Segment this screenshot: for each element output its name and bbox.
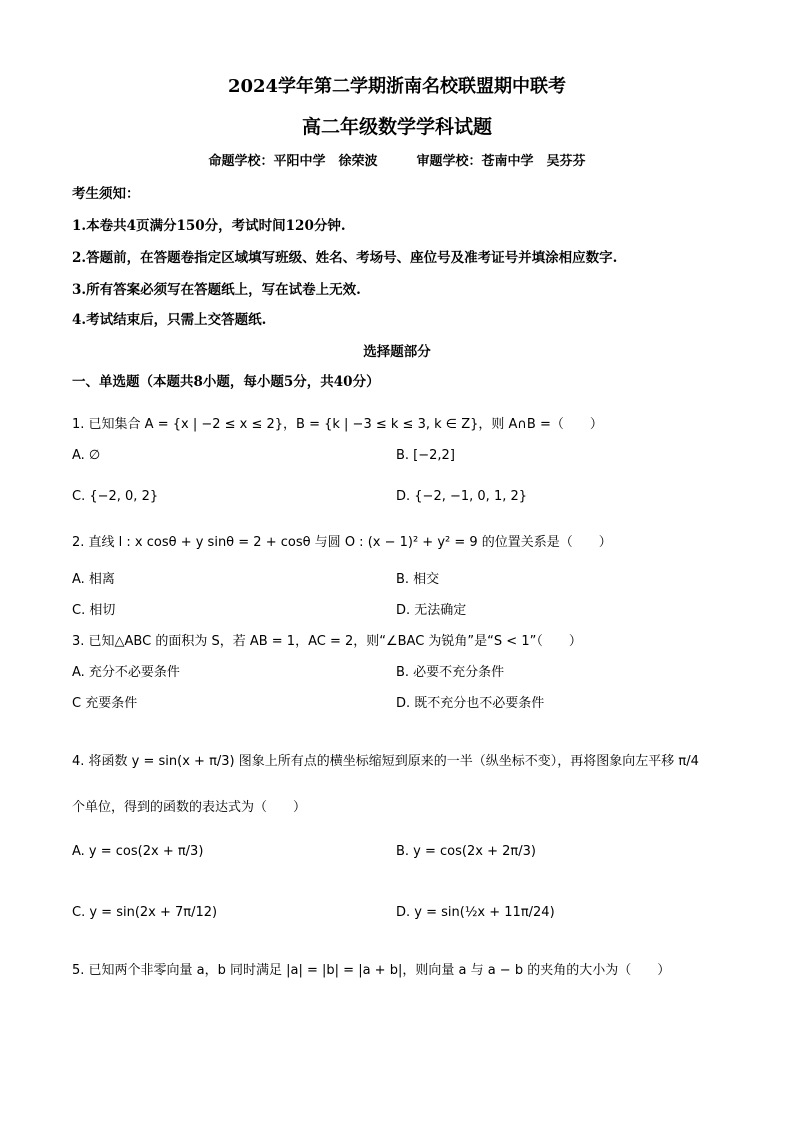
question-1-stem: 1. 已知集合 A = {x | −2 ≤ x ≤ 2}，B = {k | −3 ≤ k ≤ 3, k ∈ Z}，则 A∩B =（ ） bbox=[72, 417, 603, 432]
question-3-stem: 3. 已知△ABC 的面积为 S，若 AB = 1，AC = 2，则“∠BAC 为锐角”是“S < 1”（ ） bbox=[72, 634, 582, 649]
notice-item: 1.本卷共4页满分150分，考试时间120分钟. bbox=[72, 218, 346, 234]
question-3-option-d: D. 既不充分也不必要条件 bbox=[396, 696, 545, 711]
exam-title: 2024学年第二学期浙南名校联盟期中联考 bbox=[227, 76, 567, 97]
exam-subtitle: 高二年级数学学科试题 bbox=[301, 116, 492, 138]
exam-authors: 命题学校：平阳中学 徐荣波 审题学校：苍南中学 吴芬芬 bbox=[208, 154, 586, 169]
question-2-option-a: A. 相离 bbox=[72, 572, 115, 587]
question-4-option-d: D. y = sin(½x + 11π/24) bbox=[396, 905, 555, 920]
question-4-stem: 4. 将函数 y = sin(x + π/3) 图象上所有点的横坐标缩短到原来的一半（纵坐标不变），再将图象向左平移 π/4 bbox=[72, 754, 699, 769]
notice-heading: 考生须知： bbox=[72, 186, 140, 202]
question-3-option-b: B. 必要不充分条件 bbox=[396, 665, 505, 680]
question-1-option-b: B. [−2,2] bbox=[396, 448, 455, 463]
question-3-option-a: A. 充分不必要条件 bbox=[72, 665, 180, 680]
question-4-option-b: B. y = cos(2x + 2π/3) bbox=[396, 844, 536, 859]
question-1-option-d: D. {−2, −1, 0, 1, 2} bbox=[396, 489, 528, 504]
notice-item: 2.答题前，在答题卷指定区域填写班级、姓名、考场号、座位号及准考证号并填涂相应数字. bbox=[72, 250, 618, 266]
question-4-stem-continued: 个单位，得到的函数的表达式为（ ） bbox=[72, 800, 307, 815]
question-2-option-d: D. 无法确定 bbox=[396, 603, 467, 618]
question-1-option-a: A. ∅ bbox=[72, 448, 101, 463]
question-2-option-b: B. 相交 bbox=[396, 572, 440, 587]
question-1-option-c: C. {−2, 0, 2} bbox=[72, 489, 159, 504]
question-3-option-c: C 充要条件 bbox=[72, 696, 138, 711]
question-4-option-a: A. y = cos(2x + π/3) bbox=[72, 844, 204, 859]
question-2-option-c: C. 相切 bbox=[72, 603, 116, 618]
notice-item: 4.考试结束后，只需上交答题纸. bbox=[72, 312, 267, 328]
section-part-title: 选择题部分 bbox=[363, 344, 431, 360]
notice-item: 3.所有答案必须写在答题纸上，写在试卷上无效. bbox=[72, 282, 361, 298]
question-2-stem: 2. 直线 l : x cosθ + y sinθ = 2 + cosθ 与圆 O : (x − 1)² + y² = 9 的位置关系是（ ） bbox=[72, 535, 612, 550]
section-heading: 一、单选题（本题共8小题，每小题5分，共40分） bbox=[72, 374, 380, 390]
question-5-stem: 5. 已知两个非零向量 a，b 同时满足 |a| = |b| = |a + b|，则向量 a 与 a − b 的夹角的大小为（ ） bbox=[72, 963, 671, 978]
question-4-option-c: C. y = sin(2x + 7π/12) bbox=[72, 905, 218, 920]
